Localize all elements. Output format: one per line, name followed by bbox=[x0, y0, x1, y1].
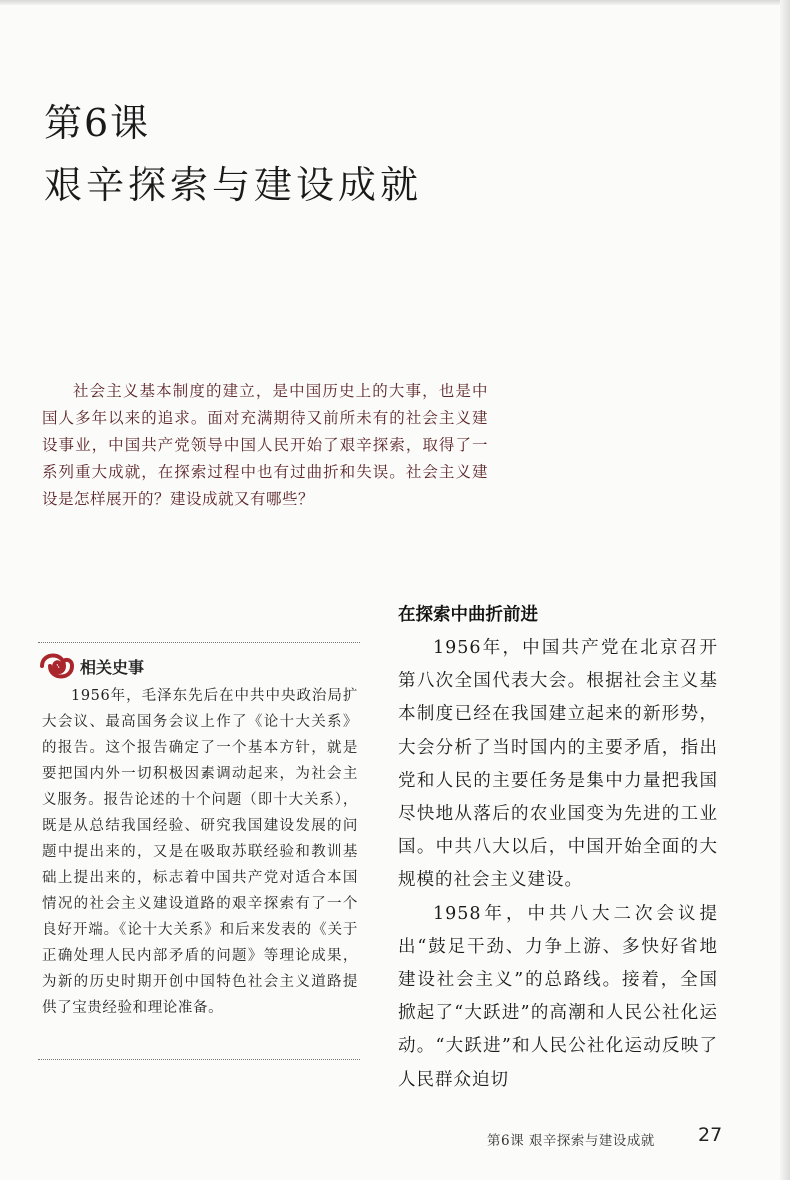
sidebar-header bbox=[38, 649, 360, 685]
section-title: 在探索中曲折前进 bbox=[398, 605, 538, 625]
page-binding-edge bbox=[780, 0, 790, 1180]
intro-paragraph: 社会主义基本制度的建立，是中国历史上的大事，也是中国人多年以来的追求。面对充满期待又前所未有的社会主义建设事业，中国共产党领导中国人民开始了艰辛探索，取得了一系列重大成就，在探索过程中也有过曲折和失误。社会主义建设是怎样展开的？建设成就又有哪些？ bbox=[42, 382, 488, 508]
running-title: 第6课 艰辛探索与建设成就 bbox=[487, 1133, 655, 1149]
section-body bbox=[398, 632, 718, 1097]
sidebar-title: 相关史事 bbox=[80, 658, 145, 677]
sidebar-text: 1956年，毛泽东先后在中共中央政治局扩大会议、最高国务会议上作了《论十大关系》的报告。这个报告确定了一个基本方针，就是要把国内外一切积极因素调动起来，为社会主义服务。报告论述的十个问题（即十大关系），既是从总结我国经验、研究我国建设发展的问题中提出来的，又是在吸取苏联经验和教训基础上提出来的，标志着中国共产党对适合本国情况的社会主义建设道路的艰辛探索有了一个良好开端。《论十大关系》和后来发表的《关于正确处理人民内部矛盾的问题》等理论成果，为新的历史时期开创中国特色社会主义道路提供了宝贵经验和理论准备。 bbox=[42, 688, 358, 1016]
page-top-edge bbox=[0, 0, 790, 5]
lesson-title: 艰辛探索与建设成就 bbox=[44, 163, 423, 207]
body-paragraph: 1956年，中国共产党在北京召开第八次全国代表大会。根据社会主义基本制度已经在我国建立起来的新形势，大会分析了当时国内的主要矛盾，指出党和人民的主要任务是集中力量把我国尽快地从落后的农业国变为先进的工业国。中共八大以后，中国开始全面的大规模的社会主义建设。 bbox=[398, 638, 718, 891]
related-history-icon bbox=[38, 649, 76, 683]
body-paragraph: 1958年，中共八大二次会议提出“鼓足干劲、力争上游、多快好省地建设社会主义”的总路线。接着，全国掀起了“大跃进”的高潮和人民公社化运动。“大跃进”和人民公社化运动反映了人民群众迫切 bbox=[398, 903, 718, 1090]
lesson-number: 第6课 bbox=[44, 101, 151, 145]
page-number: 27 bbox=[698, 1124, 723, 1146]
